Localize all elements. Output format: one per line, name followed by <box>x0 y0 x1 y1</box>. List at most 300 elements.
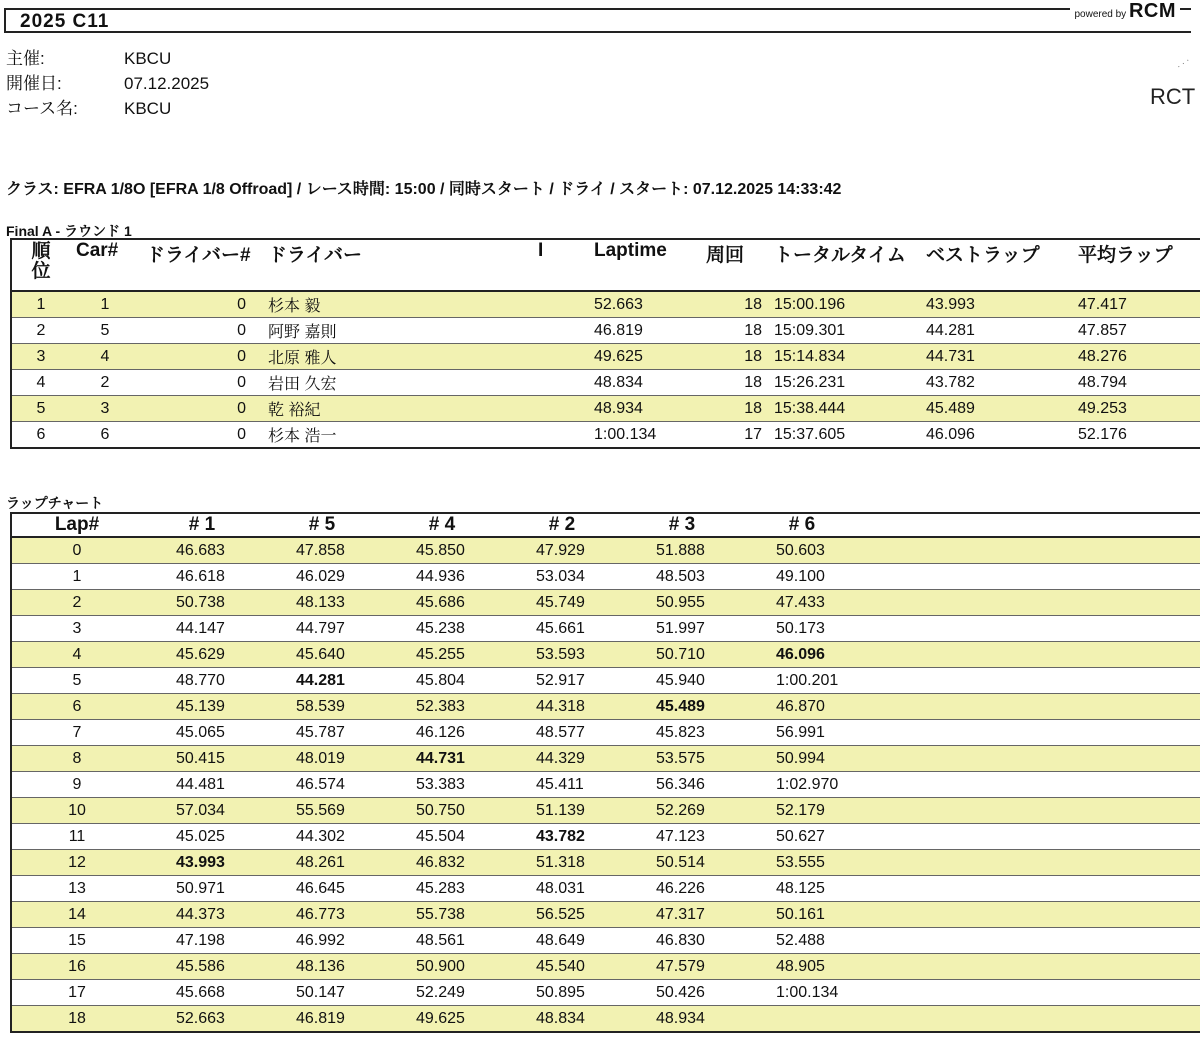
course-value: KBCU <box>124 99 172 118</box>
col-header-car-2: # 2 <box>502 513 622 537</box>
lap-time-value: 45.540 <box>536 957 585 975</box>
lap-number-cell: 15 <box>11 928 142 954</box>
lap-row <box>11 746 1200 772</box>
result-row <box>11 344 1200 370</box>
lap-time-value: 45.025 <box>176 827 225 845</box>
lap-time-cell <box>382 798 502 824</box>
lap-time-value: 45.504 <box>416 827 465 845</box>
avg-lap-cell: 47.417 <box>1072 291 1200 318</box>
lap-row <box>11 824 1200 850</box>
lap-time-value: 48.905 <box>776 957 825 975</box>
lap-time-cell <box>622 850 742 876</box>
lap-time-value: 52.663 <box>176 1009 225 1027</box>
lap-time-value: 53.593 <box>536 645 585 663</box>
row-filler <box>862 824 1200 850</box>
lap-time-value: 45.940 <box>656 671 705 689</box>
lap-time-cell <box>622 902 742 928</box>
total-time-cell: 15:26.231 <box>768 370 920 396</box>
i-cell <box>532 396 588 422</box>
lap-time-cell <box>262 928 382 954</box>
lap-time-value: 46.618 <box>176 567 225 585</box>
lap-time-value: 46.029 <box>296 567 345 585</box>
lap-time-cell <box>742 694 862 720</box>
lap-time-value: 46.574 <box>296 775 345 793</box>
total-time-cell: 15:14.834 <box>768 344 920 370</box>
lap-time-value: 48.649 <box>536 931 585 949</box>
driver-cell: 杉本 毅 <box>262 291 532 318</box>
lap-row <box>11 720 1200 746</box>
avg-lap-cell: 48.794 <box>1072 370 1200 396</box>
lap-time-cell <box>502 980 622 1006</box>
lap-time-cell <box>502 850 622 876</box>
lap-time-value: 45.823 <box>656 723 705 741</box>
lap-time-value: 53.383 <box>416 775 465 793</box>
row-filler <box>862 668 1200 694</box>
lap-time-value: 48.934 <box>656 1009 705 1027</box>
lap-time-value: 48.770 <box>176 671 225 689</box>
lap-time-cell <box>502 876 622 902</box>
lap-time-value: 46.992 <box>296 931 345 949</box>
lap-time-value: 44.797 <box>296 619 345 637</box>
lap-time-cell <box>262 876 382 902</box>
powered-by-brand: RCM <box>1128 0 1176 22</box>
lap-time-cell <box>742 720 862 746</box>
lap-time-cell <box>382 668 502 694</box>
organizer-label: 主催: <box>6 49 45 68</box>
lap-time-value: 44.302 <box>296 827 345 845</box>
lap-time-value: 50.161 <box>776 905 825 923</box>
col-header-driver-no: ドライバー# <box>140 239 262 291</box>
lap-time-cell <box>382 954 502 980</box>
laptime-cell: 1:00.134 <box>588 422 700 449</box>
lap-time-value: 47.198 <box>176 931 225 949</box>
position-cell: 2 <box>11 318 70 344</box>
lap-time-cell <box>142 564 262 590</box>
lap-row <box>11 564 1200 590</box>
lap-time-value: 44.481 <box>176 775 225 793</box>
report-title: 2025 C11 <box>20 11 110 32</box>
lap-time-cell <box>382 720 502 746</box>
lap-time-cell <box>142 772 262 798</box>
lap-time-value: 48.503 <box>656 567 705 585</box>
driver-no-cell: 0 <box>140 344 262 370</box>
lap-time-value: 50.603 <box>776 541 825 559</box>
lap-time-value: 53.555 <box>776 853 825 871</box>
lap-time-cell <box>142 876 262 902</box>
lap-time-cell <box>262 564 382 590</box>
lap-time-value: 44.318 <box>536 697 585 715</box>
lap-time-value: 48.019 <box>296 749 345 767</box>
lap-time-value: 52.249 <box>416 983 465 1001</box>
lap-time-value: 46.819 <box>296 1009 345 1027</box>
lap-time-value: 48.125 <box>776 879 825 897</box>
logo-dots-icon: · · · <box>1174 54 1192 72</box>
position-cell: 5 <box>11 396 70 422</box>
lap-time-cell <box>142 590 262 616</box>
row-filler <box>862 642 1200 668</box>
lap-time-cell <box>382 590 502 616</box>
lap-time-value: 50.627 <box>776 827 825 845</box>
result-row <box>11 422 1200 449</box>
best-lap-time-cell <box>142 850 262 876</box>
lap-time-value: 48.136 <box>296 957 345 975</box>
lap-time-value: 48.031 <box>536 879 585 897</box>
lap-time-cell <box>502 902 622 928</box>
lap-time-value: 46.830 <box>656 931 705 949</box>
lap-time-cell <box>622 564 742 590</box>
driver-cell: 阿野 嘉則 <box>262 318 532 344</box>
lap-number-cell: 4 <box>11 642 142 668</box>
lap-time-value: 44.281 <box>296 671 345 689</box>
lap-time-cell <box>742 1006 862 1033</box>
lap-time-value: 52.269 <box>656 801 705 819</box>
lap-number-cell: 3 <box>11 616 142 642</box>
lap-time-value: 45.661 <box>536 619 585 637</box>
lap-time-cell <box>142 537 262 564</box>
lap-time-cell <box>502 928 622 954</box>
lap-row <box>11 902 1200 928</box>
row-filler <box>862 876 1200 902</box>
col-header-position <box>11 239 70 291</box>
lap-time-value: 44.936 <box>416 567 465 585</box>
lap-time-cell <box>382 850 502 876</box>
lap-time-value: 50.147 <box>296 983 345 1001</box>
col-header-best-lap: ベストラップ <box>920 239 1072 291</box>
lap-time-cell <box>502 642 622 668</box>
lap-time-value: 45.411 <box>536 775 584 793</box>
lap-time-value: 48.133 <box>296 593 345 611</box>
driver-no-cell: 0 <box>140 422 262 449</box>
lap-time-value: 44.329 <box>536 749 585 767</box>
result-row <box>11 370 1200 396</box>
position-cell: 6 <box>11 422 70 449</box>
event-info <box>6 46 209 121</box>
col-header-car-5: # 5 <box>262 513 382 537</box>
driver-no-cell: 0 <box>140 318 262 344</box>
row-filler <box>862 590 1200 616</box>
lap-row <box>11 980 1200 1006</box>
lap-time-cell <box>622 720 742 746</box>
lap-time-cell <box>622 980 742 1006</box>
position-cell: 4 <box>11 370 70 396</box>
lap-time-value: 45.586 <box>176 957 225 975</box>
lap-time-cell <box>382 876 502 902</box>
lap-time-value: 47.929 <box>536 541 585 559</box>
laps-cell: 17 <box>700 422 768 449</box>
lap-number-cell: 0 <box>11 537 142 564</box>
lap-time-cell <box>262 824 382 850</box>
lap-number-cell: 6 <box>11 694 142 720</box>
lap-time-cell <box>622 928 742 954</box>
lap-time-value: 44.147 <box>176 619 225 637</box>
col-header-avg-lap: 平均ラップ <box>1072 239 1200 291</box>
total-time-cell: 15:09.301 <box>768 318 920 344</box>
avg-lap-cell: 49.253 <box>1072 396 1200 422</box>
best-lap-cell: 46.096 <box>920 422 1072 449</box>
col-header-car: Car# <box>70 239 140 291</box>
lap-number-cell: 1 <box>11 564 142 590</box>
row-filler <box>862 954 1200 980</box>
lap-time-cell <box>742 980 862 1006</box>
lap-time-cell <box>382 1006 502 1033</box>
avg-lap-cell: 47.857 <box>1072 318 1200 344</box>
lap-time-value: 50.710 <box>656 645 705 663</box>
lap-time-value: 52.488 <box>776 931 825 949</box>
row-filler <box>862 928 1200 954</box>
rct-logo: RCT <box>1150 84 1196 109</box>
lap-time-value: 45.850 <box>416 541 465 559</box>
row-filler <box>862 980 1200 1006</box>
lap-time-cell <box>142 824 262 850</box>
date-label: 開催日: <box>6 74 62 93</box>
lap-time-value: 58.539 <box>296 697 345 715</box>
lap-time-cell <box>142 1006 262 1033</box>
col-header-laps: 周回 <box>700 239 768 291</box>
lap-time-cell <box>142 642 262 668</box>
powered-by <box>1070 0 1180 23</box>
lap-row <box>11 1006 1200 1033</box>
total-time-cell: 15:38.444 <box>768 396 920 422</box>
lap-time-value: 56.346 <box>656 775 705 793</box>
lap-time-value: 45.787 <box>296 723 345 741</box>
lap-time-value: 45.255 <box>416 645 465 663</box>
lap-time-value: 49.625 <box>416 1009 465 1027</box>
lap-time-value: 50.173 <box>776 619 825 637</box>
lap-time-value: 45.668 <box>176 983 225 1001</box>
car-cell: 6 <box>70 422 140 449</box>
lap-time-value: 48.834 <box>536 1009 585 1027</box>
result-row <box>11 318 1200 344</box>
i-cell <box>532 344 588 370</box>
lap-time-cell <box>262 694 382 720</box>
lap-time-cell <box>382 824 502 850</box>
best-lap-time-cell <box>622 694 742 720</box>
lap-time-cell <box>262 746 382 772</box>
avg-lap-cell: 52.176 <box>1072 422 1200 449</box>
lap-time-cell <box>622 537 742 564</box>
lap-time-cell <box>622 798 742 824</box>
laps-cell: 18 <box>700 318 768 344</box>
lap-time-value: 45.065 <box>176 723 225 741</box>
col-header-driver: ドライバー <box>262 239 532 291</box>
lap-time-cell <box>622 772 742 798</box>
car-cell: 5 <box>70 318 140 344</box>
row-filler <box>862 564 1200 590</box>
lap-time-value: 50.750 <box>416 801 465 819</box>
lap-time-cell <box>622 1006 742 1033</box>
lap-time-cell <box>742 616 862 642</box>
row-filler <box>862 850 1200 876</box>
lap-time-cell <box>622 746 742 772</box>
lap-time-cell <box>742 850 862 876</box>
lap-time-value: 55.738 <box>416 905 465 923</box>
lap-time-cell <box>622 824 742 850</box>
lap-time-cell <box>142 694 262 720</box>
lap-time-cell <box>622 954 742 980</box>
lap-number-cell: 9 <box>11 772 142 798</box>
lap-time-value: 48.577 <box>536 723 585 741</box>
lap-row <box>11 876 1200 902</box>
lap-time-cell <box>382 902 502 928</box>
lap-time-value: 51.318 <box>536 853 585 871</box>
lap-time-cell <box>742 954 862 980</box>
lap-time-value: 57.034 <box>176 801 225 819</box>
lap-time-value: 50.895 <box>536 983 585 1001</box>
lap-time-value: 46.126 <box>416 723 465 741</box>
lap-time-value: 50.994 <box>776 749 825 767</box>
result-row <box>11 396 1200 422</box>
driver-no-cell: 0 <box>140 396 262 422</box>
best-lap-time-cell <box>262 668 382 694</box>
col-header-car-1: # 1 <box>142 513 262 537</box>
laps-cell: 18 <box>700 396 768 422</box>
lap-time-value: 43.782 <box>536 827 585 845</box>
total-time-cell: 15:37.605 <box>768 422 920 449</box>
lap-number-cell: 16 <box>11 954 142 980</box>
lap-time-value: 51.997 <box>656 619 705 637</box>
lap-time-value: 50.738 <box>176 593 225 611</box>
driver-cell: 北原 雅人 <box>262 344 532 370</box>
lap-time-value: 53.575 <box>656 749 705 767</box>
driver-no-cell: 0 <box>140 291 262 318</box>
lap-number-cell: 12 <box>11 850 142 876</box>
col-header-position-line1: 順 <box>31 241 51 262</box>
position-cell: 1 <box>11 291 70 318</box>
lap-time-cell <box>742 798 862 824</box>
best-lap-time-cell <box>502 824 622 850</box>
lap-time-cell <box>502 954 622 980</box>
lap-time-cell <box>262 772 382 798</box>
lap-time-cell <box>142 798 262 824</box>
lap-time-cell <box>622 590 742 616</box>
lap-time-cell <box>262 850 382 876</box>
col-header-total-time: トータルタイム <box>768 239 920 291</box>
laptime-cell: 46.819 <box>588 318 700 344</box>
lap-number-cell: 10 <box>11 798 142 824</box>
driver-cell: 岩田 久宏 <box>262 370 532 396</box>
laps-cell: 18 <box>700 344 768 370</box>
lap-time-value: 52.917 <box>536 671 585 689</box>
result-row <box>11 291 1200 318</box>
lap-time-value: 45.686 <box>416 593 465 611</box>
lap-time-cell <box>262 537 382 564</box>
lap-number-cell: 18 <box>11 1006 142 1033</box>
lap-time-cell <box>742 876 862 902</box>
lap-time-cell <box>142 954 262 980</box>
i-cell <box>532 291 588 318</box>
lap-time-cell <box>262 720 382 746</box>
lap-row <box>11 798 1200 824</box>
lap-number-cell: 2 <box>11 590 142 616</box>
laptime-cell: 48.934 <box>588 396 700 422</box>
lap-time-cell <box>622 876 742 902</box>
lap-row <box>11 694 1200 720</box>
class-info: クラス: EFRA 1/8O [EFRA 1/8 Offroad] / レース時間: 15:00 / 同時スタート / ドライ / スタート: 07.12.2025 14:33:42 <box>6 181 842 198</box>
col-header-car-6: # 6 <box>742 513 862 537</box>
avg-lap-cell: 48.276 <box>1072 344 1200 370</box>
lap-time-cell <box>502 616 622 642</box>
lap-time-value: 50.514 <box>656 853 705 871</box>
col-header-i: I <box>532 239 588 291</box>
col-header-car-3: # 3 <box>622 513 742 537</box>
lap-time-cell <box>622 642 742 668</box>
lap-row <box>11 772 1200 798</box>
lap-time-value: 46.832 <box>416 853 465 871</box>
lap-time-cell <box>382 564 502 590</box>
lap-time-value: 50.426 <box>656 983 705 1001</box>
lap-time-value: 48.561 <box>416 931 465 949</box>
lap-time-cell <box>502 772 622 798</box>
row-filler <box>862 720 1200 746</box>
lap-row <box>11 668 1200 694</box>
laptime-cell: 49.625 <box>588 344 700 370</box>
lap-time-cell <box>142 980 262 1006</box>
lap-time-cell <box>262 590 382 616</box>
lap-time-cell <box>262 798 382 824</box>
lap-time-cell <box>622 616 742 642</box>
lap-chart-section-title: ラップチャート <box>6 495 104 511</box>
row-filler <box>862 798 1200 824</box>
total-time-cell: 15:00.196 <box>768 291 920 318</box>
lap-time-value: 51.139 <box>536 801 585 819</box>
best-lap-time-cell <box>742 642 862 668</box>
lap-time-cell <box>262 902 382 928</box>
col-header-filler <box>862 513 1200 537</box>
lap-time-value: 45.629 <box>176 645 225 663</box>
row-filler <box>862 1006 1200 1033</box>
lap-time-cell <box>742 928 862 954</box>
lap-time-cell <box>382 772 502 798</box>
row-filler <box>862 902 1200 928</box>
lap-time-cell <box>142 668 262 694</box>
lap-time-value: 50.955 <box>656 593 705 611</box>
lap-time-value: 47.579 <box>656 957 705 975</box>
lap-time-value: 56.525 <box>536 905 585 923</box>
lap-time-value: 47.433 <box>776 593 825 611</box>
powered-by-prefix: powered by <box>1074 9 1127 20</box>
date-value: 07.12.2025 <box>124 74 210 93</box>
driver-no-cell: 0 <box>140 370 262 396</box>
car-cell: 1 <box>70 291 140 318</box>
lap-time-value: 47.858 <box>296 541 345 559</box>
lap-number-cell: 17 <box>11 980 142 1006</box>
lap-time-value: 48.261 <box>296 853 345 871</box>
lap-time-cell <box>382 980 502 1006</box>
lap-number-cell: 13 <box>11 876 142 902</box>
lap-time-value: 56.991 <box>776 723 825 741</box>
lap-time-value: 45.640 <box>296 645 345 663</box>
lap-time-value: 44.731 <box>416 749 465 767</box>
car-cell: 4 <box>70 344 140 370</box>
lap-time-cell <box>742 772 862 798</box>
lap-row <box>11 850 1200 876</box>
lap-time-cell <box>382 537 502 564</box>
lap-time-value: 51.888 <box>656 541 705 559</box>
lap-time-cell <box>262 642 382 668</box>
lap-time-value: 47.317 <box>656 905 705 923</box>
best-lap-cell: 44.281 <box>920 318 1072 344</box>
car-cell: 2 <box>70 370 140 396</box>
lap-time-cell <box>142 746 262 772</box>
lap-time-value: 1:02.970 <box>776 775 839 793</box>
results-body <box>11 291 1200 448</box>
best-lap-time-cell <box>382 746 502 772</box>
lap-time-value: 52.383 <box>416 697 465 715</box>
lap-row <box>11 954 1200 980</box>
lap-time-cell <box>502 798 622 824</box>
lap-number-cell: 11 <box>11 824 142 850</box>
lap-time-cell <box>262 616 382 642</box>
